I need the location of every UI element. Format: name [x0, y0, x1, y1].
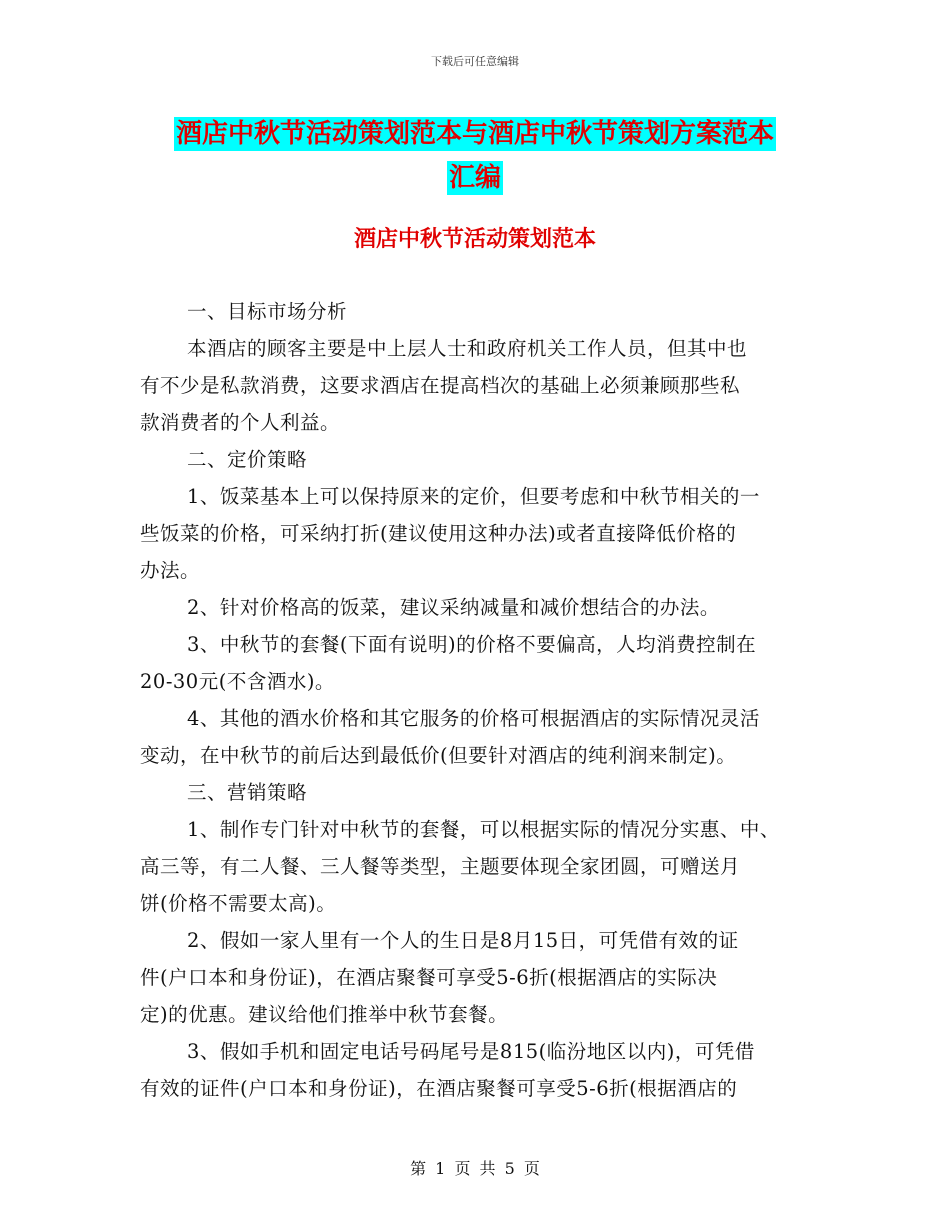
paragraph-line: 1、饭菜基本上可以保持原来的定价，但要考虑和中秋节相关的一: [187, 485, 760, 508]
paragraph-line: 些饭菜的价格，可采纳打折(建议使用这种办法)或者直接降低价格的: [140, 522, 737, 545]
document-title-line-1: [0, 113, 950, 150]
paragraph-line: 办法。: [140, 559, 201, 582]
paragraph-line: 4、其他的酒水价格和其它服务的价格可根据酒店的实际情况灵活: [187, 707, 760, 730]
paragraph-line: 款消费者的个人利益。: [140, 411, 341, 434]
paragraph-line: 有不少是私款消费，这要求酒店在提高档次的基础上必须兼顾那些私: [140, 374, 741, 397]
heading-marketing-strategy: 三、营销策略: [187, 781, 308, 804]
paragraph-line: 件(户口本和身份证)，在酒店聚餐可享受5-6折(根据酒店的实际决: [140, 966, 718, 989]
paragraph-line: 3、假如手机和固定电话号码尾号是815(临汾地区以内)，可凭借: [187, 1040, 755, 1063]
paragraph-line: 变动，在中秋节的前后达到最低价(但要针对酒店的纯利润来制定)。: [140, 744, 737, 767]
section-heading: 酒店中秋节活动策划范本: [353, 226, 596, 252]
paragraph-line: 2、假如一家人里有一个人的生日是8月15日，可凭借有效的证: [187, 929, 739, 952]
paragraph-line: 3、中秋节的套餐(下面有说明)的价格不要偏高，人均消费控制在: [187, 633, 757, 656]
paragraph-line: 20-30元(不含酒水)。: [140, 670, 335, 693]
document-title-text-2: 汇编: [448, 163, 501, 193]
paragraph-line: 高三等，有二人餐、三人餐等类型，主题要体现全家团圆，可赠送月: [140, 855, 741, 878]
heading-market-analysis: 一、目标市场分析: [187, 300, 348, 323]
document-title-text-1: 酒店中秋节活动策划范本与酒店中秋节策划方案范本: [175, 119, 774, 149]
paragraph-line: 定)的优惠。建议给他们推举中秋节套餐。: [140, 1003, 509, 1026]
paragraph-line: 本酒店的顾客主要是中上层人士和政府机关工作人员，但其中也: [187, 337, 748, 360]
paragraph-line: 饼(价格不需要太高)。: [140, 892, 337, 915]
heading-pricing-strategy: 二、定价策略: [187, 448, 308, 471]
page-footer: 第 1 页 共 5 页: [410, 1159, 540, 1178]
document-title-line-2: [0, 157, 950, 194]
paragraph-line: 1、制作专门针对中秋节的套餐，可以根据实际的情况分实惠、中、: [187, 818, 780, 841]
paragraph-line: 2、针对价格高的饭菜，建议采纳减量和减价想结合的办法。: [187, 596, 720, 619]
paragraph-line: 有效的证件(户口本和身份证)，在酒店聚餐可享受5-6折(根据酒店的: [140, 1077, 738, 1100]
header-note: 下载后可任意编辑: [431, 55, 519, 68]
